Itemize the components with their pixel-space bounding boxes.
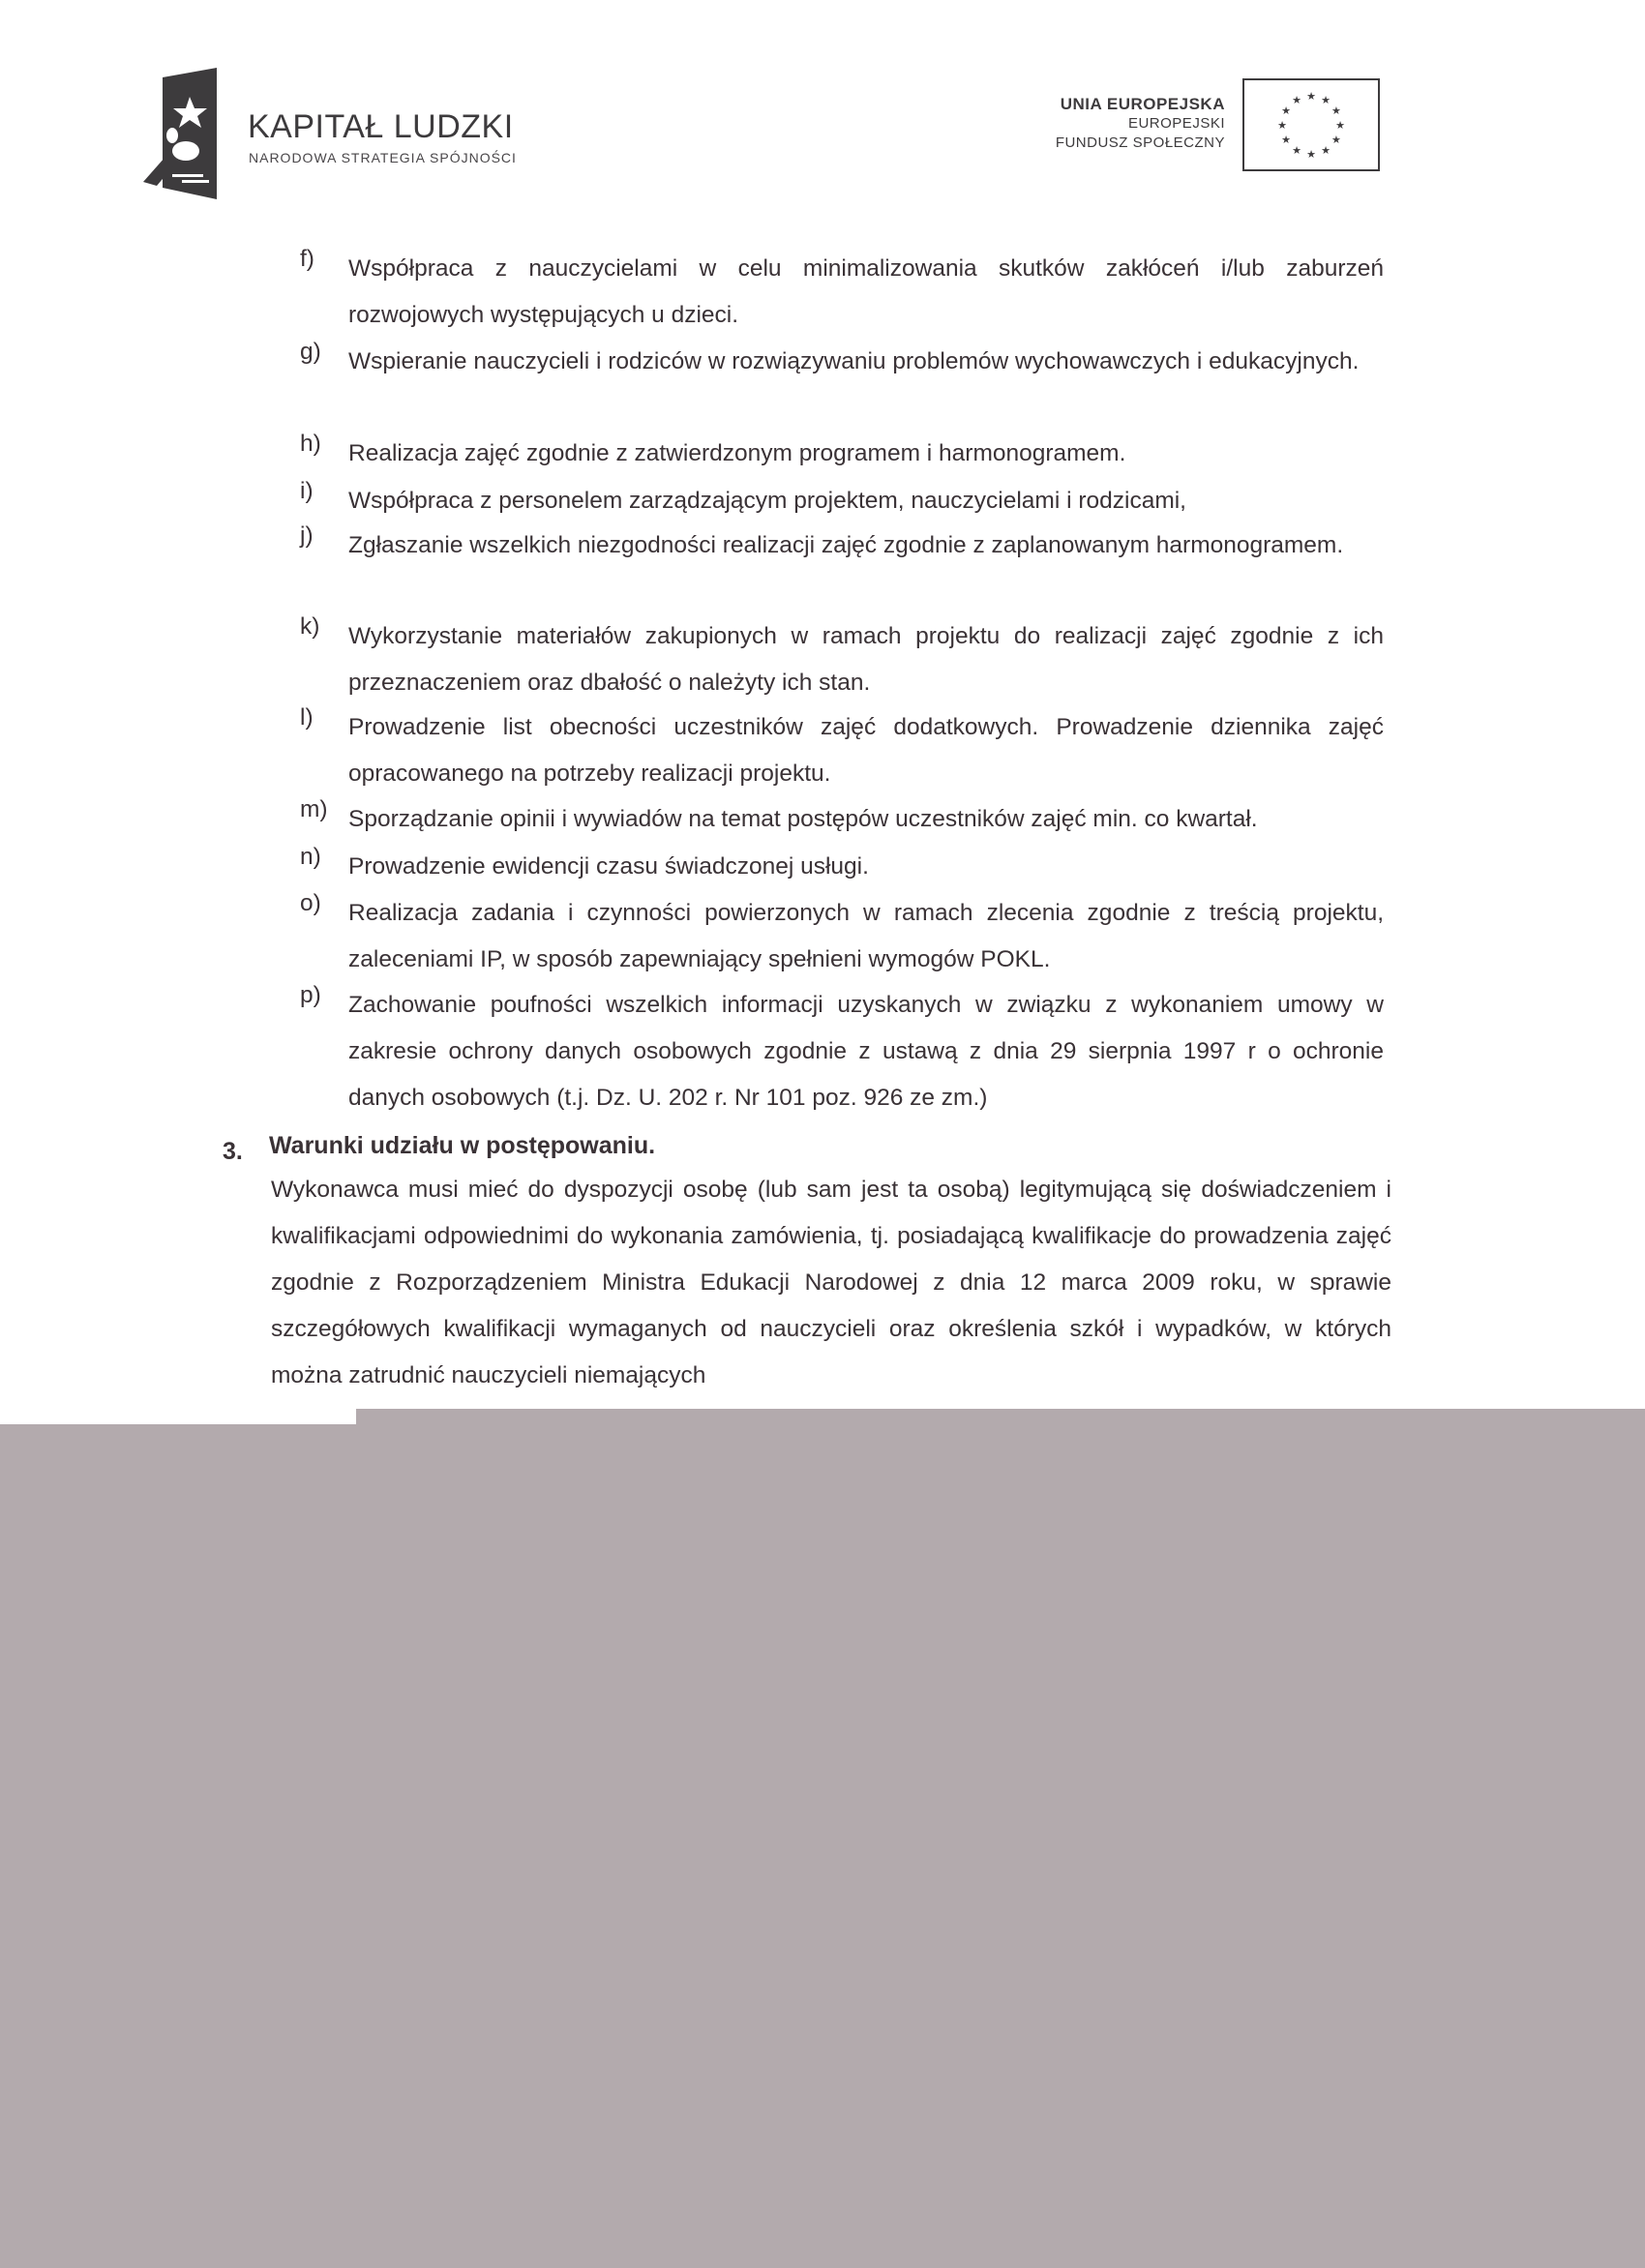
section-body: Wykonawca musi mieć do dyspozycji osobę (lub sam jest ta osobą) legitymującą się doświadczeniem i kwalifikacjami odpowiednimi do wykonania zamówienia, tj. posiadającą kwalifikacje do prowadzenia zajęć zgodnie z Rozporządzeniem Ministra Edukacji Narodowej z dnia 12 marca 2009 roku, w sprawie szczegółowych kwalifikacji wymaganych od nauczycieli oraz określenia szkół i wypadków, w których można zatrudnić nauczycieli niemających (271, 1177, 1391, 1388)
eu-star-icon: ★ (1321, 143, 1331, 157)
list-item-label: k) (300, 613, 320, 640)
eu-star-icon: ★ (1277, 119, 1287, 132)
list-item-text: Współpraca z personelem zarządzającym projektem, nauczycielami i rodzicami, (348, 488, 1186, 514)
eu-star-icon: ★ (1306, 90, 1316, 103)
eu-star-icon: ★ (1292, 143, 1301, 157)
list-item-text: Wykorzystanie materiałów zakupionych w ramach projektu do realizacji zajęć zgodnie z ich przeznaczeniem oraz dbałość o należyty ich stan. (348, 623, 1384, 696)
list-item-label: l) (300, 704, 314, 731)
eu-text-block (997, 95, 1225, 153)
list-item-label: i) (300, 478, 314, 504)
list-item-text: Sporządzanie opinii i wywiadów na temat postępów uczestników zajęć min. co kwartał. (348, 806, 1258, 832)
eu-star-icon: ★ (1331, 134, 1341, 146)
kapital-ludzki-logo-icon (143, 68, 221, 199)
eu-line-3: FUNDUSZ SPOŁECZNY (1055, 134, 1225, 151)
eu-star-icon: ★ (1281, 134, 1291, 146)
scan-gray-area-left (0, 1424, 356, 2268)
eu-star-icon: ★ (1292, 94, 1301, 107)
section-number: 3. (223, 1138, 243, 1165)
eu-star-icon: ★ (1281, 104, 1291, 117)
eu-star-icon: ★ (1335, 119, 1345, 132)
list-item-text: Prowadzenie ewidencji czasu świadczonej usługi. (348, 853, 869, 880)
list-item-text: Wspieranie nauczycieli i rodziców w rozwiązywaniu problemów wychowawczych i edukacyjnych. (348, 348, 1360, 374)
list-item-text: Zachowanie poufności wszelkich informacji uzyskanych w związku z wykonaniem umowy w zakresie ochrony danych osobowych zgodnie z ustawą z dnia 29 sierpnia 1997 r o ochronie danych osobowych (t.j. Dz. U. 202 r. Nr 101 poz. 926 ze zm.) (348, 992, 1384, 1111)
list-item-text: Prowadzenie list obecności uczestników zajęć dodatkowych. Prowadzenie dziennika zajęć opracowanego na potrzeby realizacji projektu. (348, 714, 1384, 787)
list-item-text: Zgłaszanie wszelkich niezgodności realizacji zajęć zgodnie z zaplanowanym harmonogramem. (348, 532, 1344, 558)
logo-title: KAPITAŁ LUDZKI (248, 108, 514, 145)
list-item-text: Współpraca z nauczycielami w celu minimalizowania skutków zakłóceń i/lub zaburzeń rozwojowych występujących u dzieci. (348, 255, 1384, 328)
logo-subtitle: NARODOWA STRATEGIA SPÓJNOŚCI (249, 150, 517, 165)
eu-star-icon: ★ (1321, 94, 1331, 107)
list-item-label: j) (300, 522, 314, 549)
eu-star-icon: ★ (1306, 148, 1316, 161)
eu-star-icon: ★ (1331, 104, 1341, 117)
section-heading: Warunki udziału w postępowaniu. (269, 1132, 656, 1159)
list-item-label: f) (300, 246, 314, 272)
list-item-label: p) (300, 982, 321, 1008)
list-item-text: Realizacja zajęć zgodnie z zatwierdzonym programem i harmonogramem. (348, 440, 1126, 466)
eu-line-2: EUROPEJSKI (1127, 115, 1225, 132)
list-item-label: n) (300, 844, 321, 870)
scan-gray-area (356, 1409, 1645, 2268)
list-item-label: h) (300, 431, 321, 457)
list-item-label: m) (300, 796, 328, 822)
eu-flag-icon (1242, 78, 1380, 171)
list-item-text: Realizacja zadania i czynności powierzonych w ramach zlecenia zgodnie z treścią projektu, zaleceniami IP, w sposób zapewniający spełnieni wymogów POKL. (348, 900, 1384, 972)
list-item-label: g) (300, 339, 321, 365)
list-item-label: o) (300, 890, 321, 916)
eu-line-1: UNIA EUROPEJSKA (1060, 95, 1225, 113)
